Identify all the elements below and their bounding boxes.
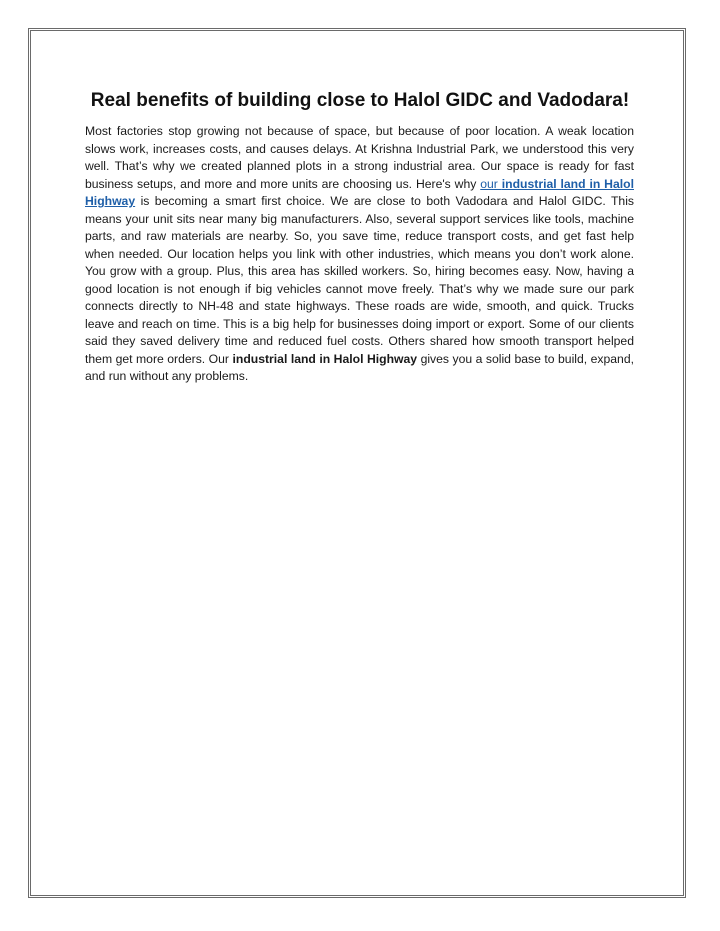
- link-bold-text: industrial land in Halol Highway: [85, 176, 634, 208]
- paragraph-text-1: Most factories stop growing not because of space, but because of poor location. A weak location slows work, increases costs, and causes delays. At Krishna Industrial Park, we understood this very well. That’s why we created planned plots in a strong industrial area. Our space is ready for fast business setups, and more and more units are choosing us. Here's why: [85, 124, 634, 191]
- paragraph-text-2: is becoming a smart first choice. We are close to both Vadodara and Halol GIDC. This means your unit sits near many big manufacturers. Also, several support services like tools, machine parts, and raw materials are nearby. So, you save time, reduce transport costs, and get fast help when needed. Our location helps you link with other industries, which means you don’t work alone. You grow with a group. Plus, this area has skilled workers. So, hiring becomes easy. Now, having a good location is not enough if big vehicles cannot move freely. That’s why we made sure our park connects directly to NH-48 and state highways. These roads are wide, smooth, and quick. Trucks leave and reach on time. This is a big help for businesses doing import or export. Some of our clients said they saved delivery time and reduced fuel costs. Others shared how smooth transport helped them get more orders. Our: [85, 194, 634, 366]
- body-paragraph: [85, 123, 634, 386]
- page-title: Real benefits of building close to Halol GIDC and Vadodara!: [90, 90, 630, 111]
- bold-phrase: industrial land in Halol Highway: [232, 351, 418, 366]
- paragraph-text-3: gives you a solid base to build, expand, and run without any problems.: [85, 351, 635, 383]
- link-prefix-text: our: [480, 176, 502, 191]
